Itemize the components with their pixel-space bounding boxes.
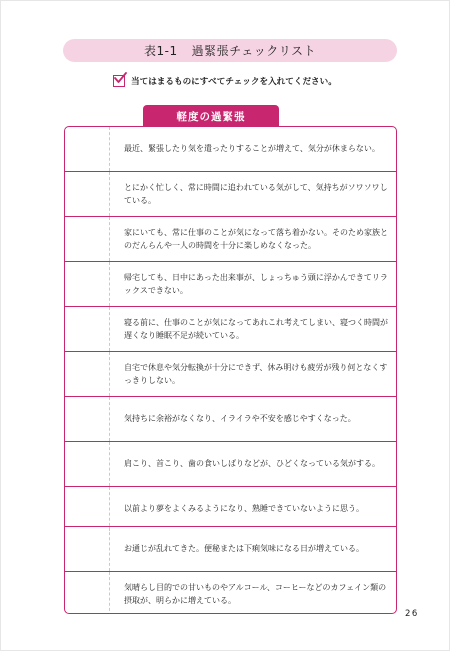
list-item[interactable] [65, 307, 396, 351]
item-checkbox[interactable] [65, 217, 110, 261]
checklist [64, 126, 397, 614]
list-item[interactable] [65, 172, 396, 216]
instruction [113, 72, 337, 90]
list-item[interactable] [65, 127, 396, 171]
item-text: 気持ちに余裕がなくなり、イライラや不安を感じやすくなった。 [124, 414, 356, 424]
list-item[interactable] [65, 397, 396, 441]
item-text: 以前より夢をよくみるようになり、熟睡できていないように思う。 [124, 504, 364, 514]
item-checkbox[interactable] [65, 307, 110, 351]
instruction-text: 当てはまるものにすべてチェックを入れてください。 [131, 77, 337, 87]
item-text: お通じが乱れてきた。便秘または下痢気味になる日が増えている。 [124, 544, 364, 554]
item-checkbox[interactable] [65, 262, 110, 306]
list-item[interactable] [65, 217, 396, 261]
list-item[interactable] [65, 262, 396, 306]
item-text: 寝る前に、仕事のことが気になってあれこれ考えてしまい、寝つく時間が遅くなり睡眠不足が続いている。 [124, 317, 388, 340]
table-title: 過緊張チェックリスト [191, 44, 316, 58]
item-text: 帰宅しても、日中にあった出来事が、しょっちゅう頭に浮かんできてリラックスできない。 [124, 272, 388, 295]
item-checkbox[interactable] [65, 172, 110, 216]
item-text: 気晴らし目的での甘いものやアルコール、コーヒーなどのカフェイン類の摂取が、明らかに増えている。 [124, 582, 387, 605]
list-item[interactable] [65, 487, 396, 531]
checked-checkbox-icon [113, 75, 125, 87]
list-item[interactable] [65, 572, 396, 614]
item-text: 家にいても、常に仕事のことが気になって落ち着かない。そのため家族とのだんらんや一人の時間を十分に楽しめなくなった。 [124, 227, 388, 250]
table-title-banner [63, 39, 397, 62]
item-checkbox[interactable] [65, 487, 110, 531]
list-item[interactable] [65, 527, 396, 571]
page-number: 26 [405, 609, 419, 619]
item-text: とにかく忙しく、常に時間に追われている気がして、気持ちがソワソワしている。 [124, 182, 388, 205]
item-text: 最近、緊張したり気を遣ったりすることが増えて、気分が休まらない。 [124, 144, 380, 154]
list-item[interactable] [65, 352, 396, 396]
item-checkbox[interactable] [65, 397, 110, 441]
section-tab: 軽度の過緊張 [143, 105, 279, 127]
item-checkbox[interactable] [65, 527, 110, 571]
item-checkbox[interactable] [65, 442, 110, 486]
item-checkbox[interactable] [65, 127, 110, 171]
item-checkbox[interactable] [65, 572, 110, 614]
list-item[interactable] [65, 442, 396, 486]
table-number: 表1-1 [143, 44, 178, 58]
item-checkbox[interactable] [65, 352, 110, 396]
item-text: 自宅で休息や気分転換が十分にできず、休み明けも疲労が残り何となくすっきりしない。 [124, 362, 388, 385]
item-text: 肩こり、首こり、歯の食いしばりなどが、ひどくなっている気がする。 [124, 459, 380, 469]
